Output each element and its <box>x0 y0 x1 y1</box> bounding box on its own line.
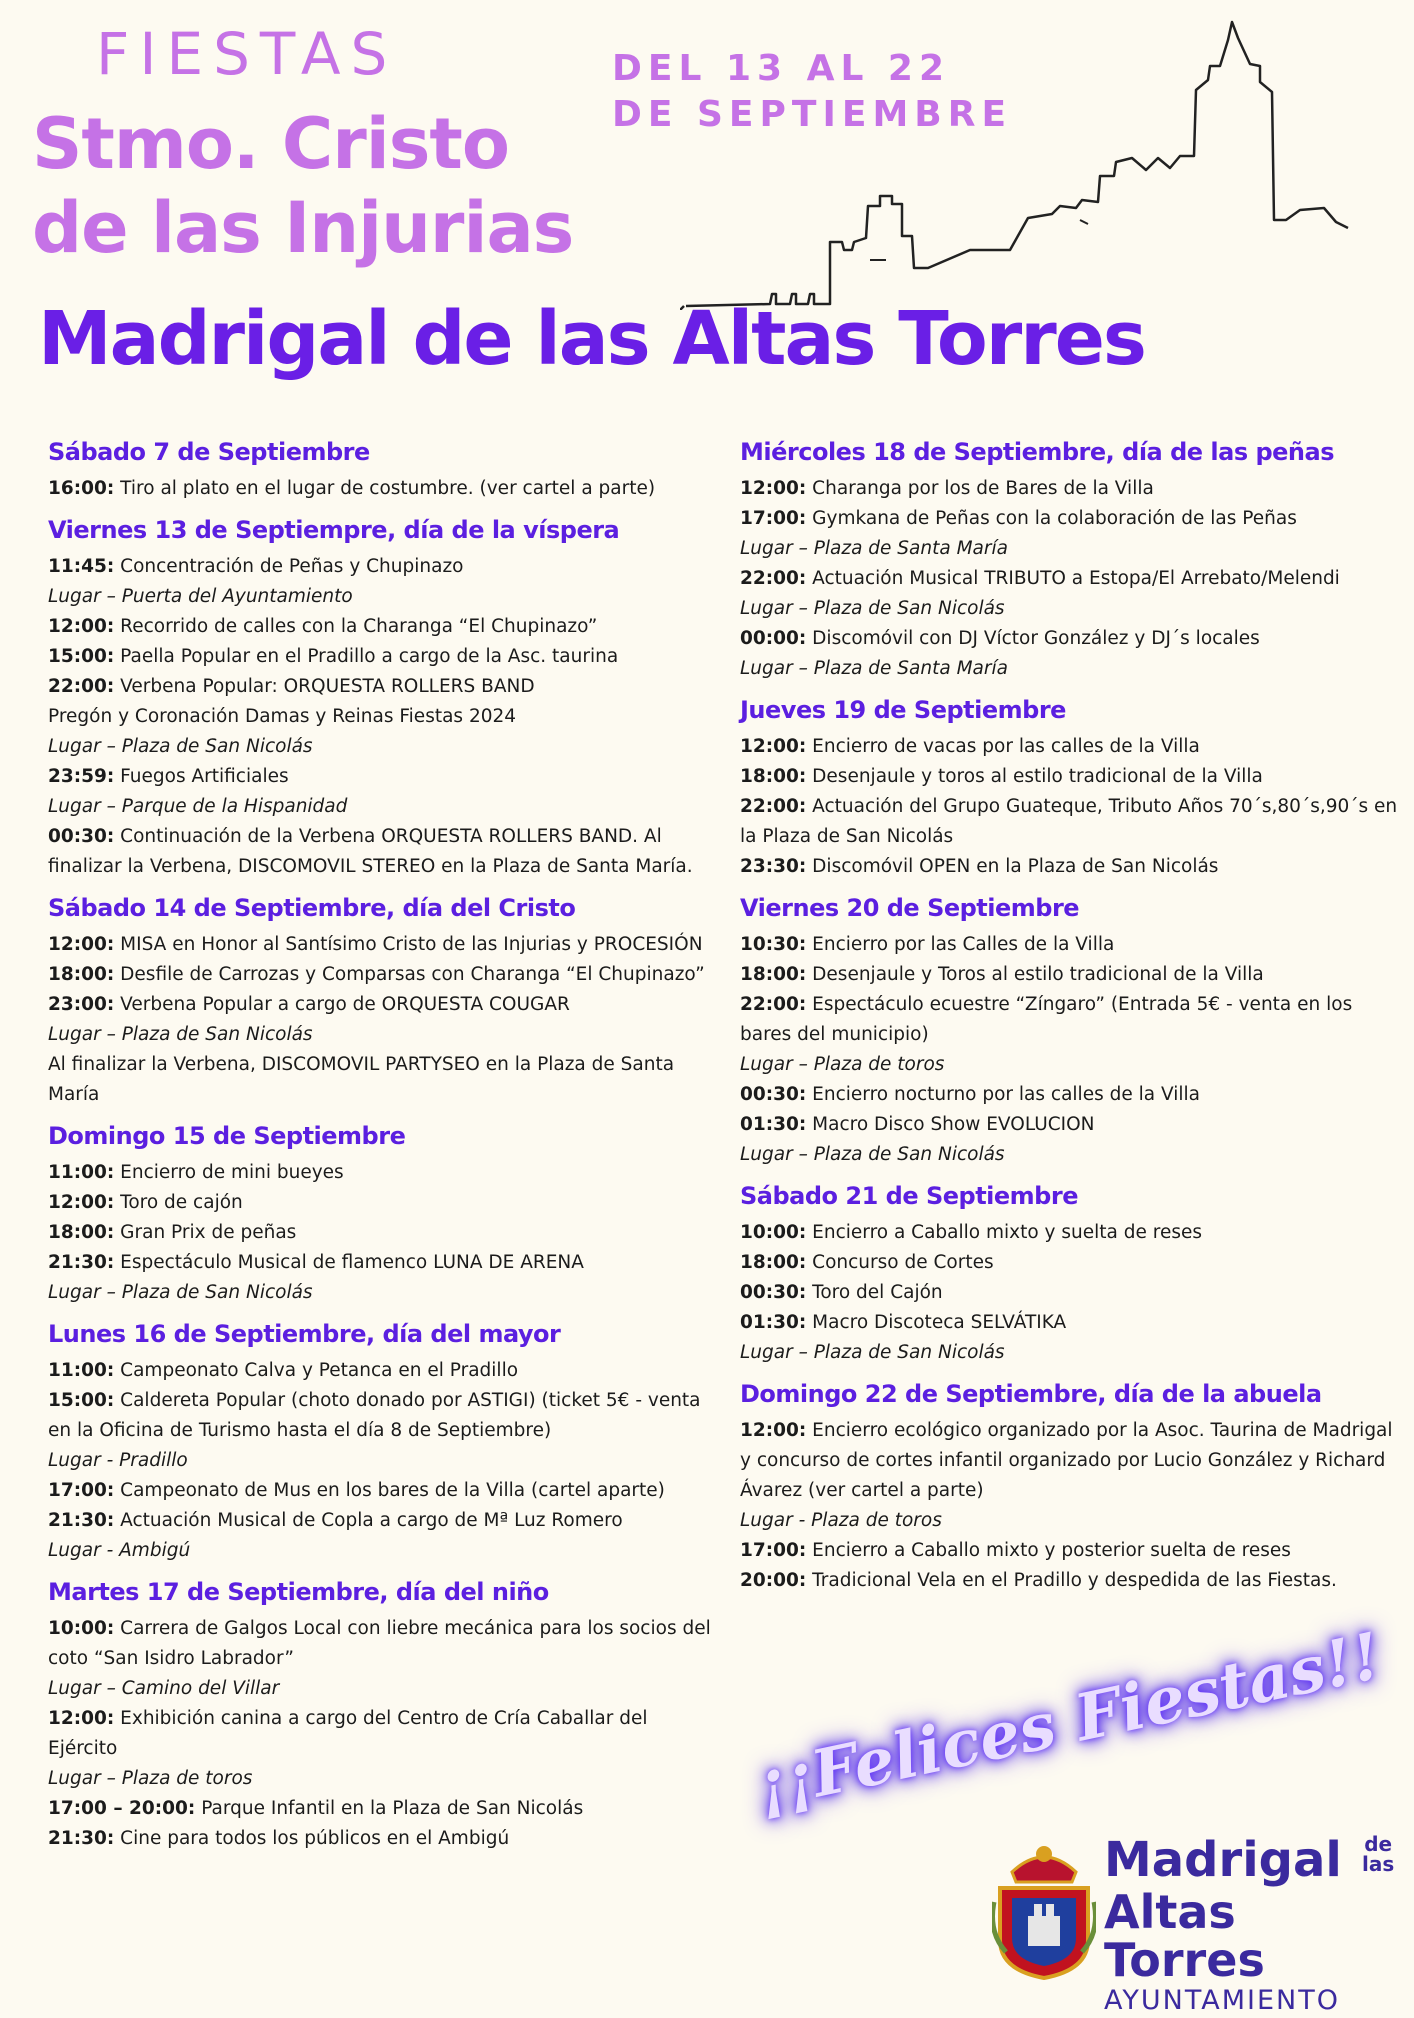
event-text: Paella Popular en el Pradillo a cargo de la Asc. taurina <box>114 646 619 667</box>
event-text: Parque Infantil en la Plaza de San Nicolás <box>195 1798 584 1819</box>
event-text: Encierro nocturno por las calles de la Villa <box>806 1084 1200 1105</box>
town-skyline-drawing <box>680 10 1400 310</box>
day-section <box>740 438 1400 684</box>
location-text: Lugar – Plaza de San Nicolás <box>740 1144 1005 1165</box>
day-section <box>740 1380 1400 1596</box>
event-item <box>48 990 718 1020</box>
day-section <box>740 696 1400 882</box>
event-item <box>48 702 718 732</box>
event-text: Encierro de mini bueyes <box>114 1162 344 1183</box>
event-text: Encierro a Caballo mixto y suelta de reses <box>806 1222 1202 1243</box>
event-item <box>740 1566 1400 1596</box>
event-time: 23:30: <box>740 856 807 877</box>
event-item <box>740 1416 1400 1506</box>
event-text: Actuación del Grupo Guateque, Tributo Años 70´s,80´s,90´s en la Plaza de San Nicolás <box>740 796 1398 847</box>
event-time: 21:30: <box>48 1510 115 1531</box>
event-time: 23:59: <box>48 766 115 787</box>
event-item <box>740 792 1400 852</box>
day-heading: Jueves 19 de Septiembre <box>740 696 1066 724</box>
location-text: Lugar – Plaza de toros <box>48 1768 253 1789</box>
event-item <box>48 930 718 960</box>
event-time: 00:00: <box>740 628 807 649</box>
location-text: Lugar – Plaza de San Nicolás <box>740 598 1005 619</box>
event-text: Gymkana de Peñas con la colaboración de las Peñas <box>806 508 1297 529</box>
event-text: Fuegos Artificiales <box>114 766 289 787</box>
event-item <box>740 1218 1400 1248</box>
event-item <box>48 642 718 672</box>
logo-las: las <box>1362 1852 1395 1876</box>
event-time: 18:00: <box>48 1222 115 1243</box>
event-item <box>48 1824 718 1854</box>
event-location <box>48 1446 718 1476</box>
logo-ayuntamiento: AYUNTAMIENTO <box>1104 1985 1340 2016</box>
event-text: Concentración de Peñas y Chupinazo <box>114 556 464 577</box>
event-item <box>48 1218 718 1248</box>
event-text: Continuación de la Verbena ORQUESTA ROLLERS BAND. Al finalizar la Verbena, DISCOMOVIL STEREO en la Plaza de Santa María. <box>48 826 693 877</box>
event-time: 18:00: <box>740 766 807 787</box>
event-time: 11:00: <box>48 1162 115 1183</box>
event-item <box>740 1248 1400 1278</box>
event-text: Discomóvil con DJ Víctor González y DJ´s locales <box>806 628 1260 649</box>
event-text: Verbena Popular: ORQUESTA ROLLERS BAND <box>114 676 535 697</box>
event-time: 17:00 – 20:00: <box>48 1798 196 1819</box>
event-item <box>740 960 1400 990</box>
event-text: Concurso de Cortes <box>806 1252 994 1273</box>
event-item <box>740 1080 1400 1110</box>
location-text: Lugar - Ambigú <box>48 1540 191 1561</box>
event-item <box>48 1614 718 1674</box>
coat-of-arms-icon <box>992 1832 1096 1982</box>
event-time: 12:00: <box>48 1192 115 1213</box>
event-time: 11:45: <box>48 556 115 577</box>
event-text: Actuación Musical de Copla a cargo de Mª Luz Romero <box>114 1510 623 1531</box>
day-section <box>48 894 718 1110</box>
event-time: 18:00: <box>48 964 115 985</box>
event-location <box>740 1338 1400 1368</box>
event-time: 17:00: <box>740 1540 807 1561</box>
event-item <box>48 1476 718 1506</box>
logo-de: de <box>1364 1832 1393 1856</box>
event-item <box>48 1248 718 1278</box>
event-time: 11:00: <box>48 1360 115 1381</box>
event-text: Encierro de vacas por las calles de la Villa <box>806 736 1200 757</box>
day-section <box>48 516 718 882</box>
event-time: 00:30: <box>740 1084 807 1105</box>
event-item <box>48 960 718 990</box>
event-item <box>740 990 1400 1050</box>
event-item <box>48 612 718 642</box>
logo-altas-torres: Altas Torres <box>1104 1885 1265 1987</box>
event-item <box>48 1356 718 1386</box>
location-text: Lugar - Plaza de toros <box>740 1510 942 1531</box>
event-time: 17:00: <box>48 1480 115 1501</box>
event-time: 12:00: <box>740 1420 807 1441</box>
event-text: Toro de cajón <box>114 1192 243 1213</box>
event-time: 15:00: <box>48 646 115 667</box>
patron-title <box>32 102 573 270</box>
event-time: 21:30: <box>48 1252 115 1273</box>
event-text: Actuación Musical TRIBUTO a Estopa/El Arrebato/Melendi <box>806 568 1340 589</box>
event-item <box>740 624 1400 654</box>
event-time: 12:00: <box>48 1708 115 1729</box>
date-range-line2: DE SEPTIEMBRE <box>612 94 1013 135</box>
location-text: Lugar – Plaza de San Nicolás <box>48 1282 313 1303</box>
town-title: Madrigal de las Altas Torres <box>38 296 1145 382</box>
event-item <box>48 762 718 792</box>
event-item <box>740 1308 1400 1338</box>
location-text: Lugar – Plaza de Santa María <box>740 658 1008 679</box>
day-heading: Domingo 15 de Septiembre <box>48 1122 406 1150</box>
event-time: 18:00: <box>740 964 807 985</box>
event-time: 22:00: <box>740 994 807 1015</box>
event-location <box>48 732 718 762</box>
event-time: 12:00: <box>740 478 807 499</box>
event-location <box>48 1278 718 1308</box>
day-section <box>48 1320 718 1566</box>
event-item <box>48 1050 718 1110</box>
event-time: 22:00: <box>740 796 807 817</box>
fiestas-label: FIESTAS <box>96 20 398 88</box>
event-item <box>740 732 1400 762</box>
event-item <box>48 474 718 504</box>
event-time: 20:00: <box>740 1570 807 1591</box>
event-text: Campeonato Calva y Petanca en el Pradillo <box>114 1360 519 1381</box>
event-time: 23:00: <box>48 994 115 1015</box>
event-location <box>740 1506 1400 1536</box>
event-time: 00:30: <box>740 1282 807 1303</box>
event-text: Macro Disco Show EVOLUCION <box>806 1114 1095 1135</box>
event-text: Recorrido de calles con la Charanga “El Chupinazo” <box>114 616 598 637</box>
event-time: 21:30: <box>48 1828 115 1849</box>
event-location <box>48 1764 718 1794</box>
event-text: Verbena Popular a cargo de ORQUESTA COUGAR <box>114 994 570 1015</box>
event-item <box>740 504 1400 534</box>
event-item <box>740 564 1400 594</box>
day-section <box>48 1578 718 1854</box>
day-heading: Sábado 14 de Septiembre, día del Cristo <box>48 894 576 922</box>
event-item <box>740 1536 1400 1566</box>
event-time: 17:00: <box>740 508 807 529</box>
day-section <box>48 1122 718 1308</box>
event-item <box>48 1794 718 1824</box>
event-item <box>48 552 718 582</box>
event-time: 10:00: <box>740 1222 807 1243</box>
event-text: Campeonato de Mus en los bares de la Villa (cartel aparte) <box>114 1480 665 1501</box>
event-text: MISA en Honor al Santísimo Cristo de las Injurias y PROCESIÓN <box>114 934 703 955</box>
event-location <box>48 582 718 612</box>
event-text: Macro Discoteca SELVÁTIKA <box>806 1312 1067 1333</box>
event-time: 12:00: <box>48 616 115 637</box>
location-text: Lugar - Pradillo <box>48 1450 188 1471</box>
event-item <box>48 1506 718 1536</box>
event-text: Toro del Cajón <box>806 1282 943 1303</box>
location-text: Lugar – Plaza de toros <box>740 1054 945 1075</box>
event-time: 00:30: <box>48 826 115 847</box>
event-time: 12:00: <box>740 736 807 757</box>
day-section <box>740 1182 1400 1368</box>
event-text: Carrera de Galgos Local con liebre mecánica para los socios del coto “San Isidro Labrador” <box>48 1618 711 1669</box>
day-heading: Viernes 13 de Septiempre, día de la víspera <box>48 516 620 544</box>
event-text: Al finalizar la Verbena, DISCOMOVIL PARTYSEO en la Plaza de Santa María <box>48 1054 675 1105</box>
date-range-line1: DEL 13 AL 22 <box>612 48 951 89</box>
day-heading: Lunes 16 de Septiembre, día del mayor <box>48 1320 561 1348</box>
day-heading: Martes 17 de Septiembre, día del niño <box>48 1578 549 1606</box>
event-item <box>740 762 1400 792</box>
location-text: Lugar – Camino del Villar <box>48 1678 280 1699</box>
location-text: Lugar – Plaza de San Nicolás <box>740 1342 1005 1363</box>
event-item <box>48 672 718 702</box>
day-section <box>740 894 1400 1170</box>
event-item <box>740 1110 1400 1140</box>
event-location <box>48 792 718 822</box>
event-time: 01:30: <box>740 1114 807 1135</box>
event-time: 16:00: <box>48 478 115 499</box>
event-item <box>740 930 1400 960</box>
ayuntamiento-logo <box>992 1832 1395 2016</box>
event-location <box>740 534 1400 564</box>
event-time: 10:00: <box>48 1618 115 1639</box>
event-item <box>48 1158 718 1188</box>
event-text: Discomóvil OPEN en la Plaza de San Nicolás <box>806 856 1219 877</box>
event-time: 10:30: <box>740 934 807 955</box>
event-item <box>48 1386 718 1446</box>
location-text: Lugar – Puerta del Ayuntamiento <box>48 586 353 607</box>
event-time: 01:30: <box>740 1312 807 1333</box>
event-text: Exhibición canina a cargo del Centro de Cría Caballar del Ejército <box>48 1708 648 1759</box>
event-time: 22:00: <box>740 568 807 589</box>
event-item <box>48 1704 718 1764</box>
location-text: Lugar – Plaza de San Nicolás <box>48 1024 313 1045</box>
schedule-left-column <box>48 438 718 1866</box>
day-heading: Sábado 7 de Septiembre <box>48 438 370 466</box>
event-location <box>740 654 1400 684</box>
day-heading: Viernes 20 de Septiembre <box>740 894 1080 922</box>
event-text: Desfile de Carrozas y Comparsas con Charanga “El Chupinazo” <box>114 964 705 985</box>
event-text: Encierro a Caballo mixto y posterior suelta de reses <box>806 1540 1291 1561</box>
day-heading: Miércoles 18 de Septiembre, día de las peñas <box>740 438 1334 466</box>
event-text: Tiro al plato en el lugar de costumbre. (ver cartel a parte) <box>114 478 656 499</box>
event-text: Caldereta Popular (choto donado por ASTIGI) (ticket 5€ - venta en la Oficina de Turismo hasta el día 8 de Septiembre) <box>48 1390 701 1441</box>
event-time: 15:00: <box>48 1390 115 1411</box>
felices-fiestas-greeting: ¡¡Felices Fiestas!! <box>750 1618 1388 1825</box>
event-location <box>740 1050 1400 1080</box>
event-time: 18:00: <box>740 1252 807 1273</box>
event-text: Espectáculo Musical de flamenco LUNA DE ARENA <box>114 1252 584 1273</box>
event-text: Desenjaule y toros al estilo tradicional de la Villa <box>806 766 1263 787</box>
schedule-right-column <box>740 438 1400 1608</box>
patron-title-line2: de las Injurias <box>32 187 574 269</box>
event-text: Pregón y Coronación Damas y Reinas Fiestas 2024 <box>48 706 517 727</box>
event-item <box>740 474 1400 504</box>
day-heading: Domingo 22 de Septiembre, día de la abuela <box>740 1380 1322 1408</box>
day-section <box>48 438 718 504</box>
event-text: Encierro por las Calles de la Villa <box>806 934 1115 955</box>
event-location <box>740 594 1400 624</box>
event-item <box>740 852 1400 882</box>
event-text: Charanga por los de Bares de la Villa <box>806 478 1154 499</box>
event-text: Espectáculo ecuestre “Zíngaro” (Entrada 5€ - venta en los bares del municipio) <box>740 994 1353 1045</box>
location-text: Lugar – Plaza de Santa María <box>740 538 1008 559</box>
event-item <box>740 1278 1400 1308</box>
event-item <box>48 1188 718 1218</box>
event-location <box>48 1674 718 1704</box>
day-heading: Sábado 21 de Septiembre <box>740 1182 1078 1210</box>
location-text: Lugar – Plaza de San Nicolás <box>48 736 313 757</box>
event-text: Tradicional Vela en el Pradillo y despedida de las Fiestas. <box>806 1570 1337 1591</box>
event-time: 12:00: <box>48 934 115 955</box>
location-text: Lugar – Parque de la Hispanidad <box>48 796 348 817</box>
event-location <box>48 1020 718 1050</box>
logo-madrigal: Madrigal <box>1104 1832 1342 1888</box>
event-text: Cine para todos los públicos en el Ambigú <box>114 1828 510 1849</box>
event-item <box>48 822 718 882</box>
event-location <box>740 1140 1400 1170</box>
patron-title-line1: Stmo. Cristo <box>32 103 509 185</box>
event-text: Gran Prix de peñas <box>114 1222 297 1243</box>
event-text: Desenjaule y Toros al estilo tradicional de la Villa <box>806 964 1264 985</box>
event-location <box>48 1536 718 1566</box>
event-time: 22:00: <box>48 676 115 697</box>
event-text: Encierro ecológico organizado por la Asoc. Taurina de Madrigal y concurso de cortes infantil organizado por Lucio González y Richard Ávarez (ver cartel a parte) <box>740 1420 1393 1501</box>
